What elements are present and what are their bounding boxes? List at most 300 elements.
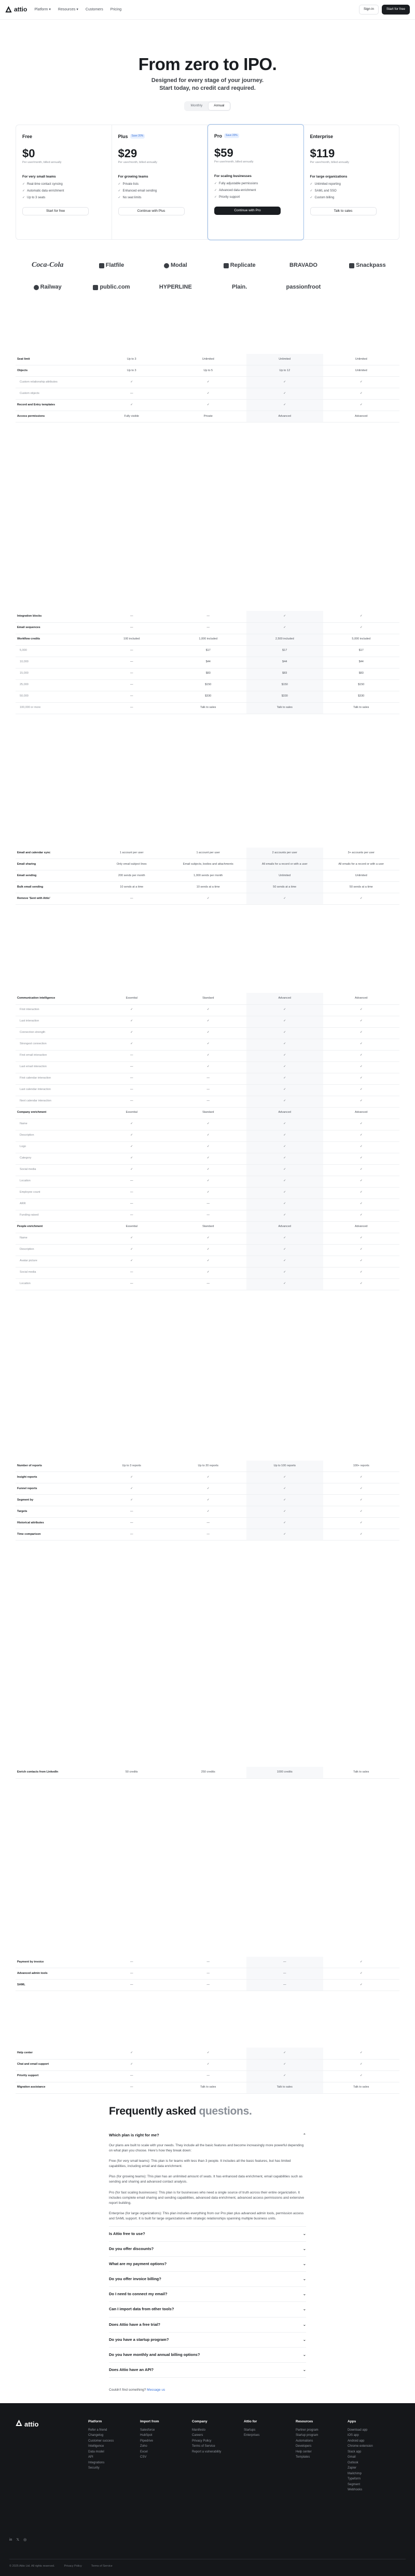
plan-card-enterprise bbox=[304, 125, 399, 239]
table-row bbox=[16, 400, 399, 411]
plan-name: Plus Save 20% bbox=[118, 133, 202, 140]
social-links bbox=[9, 2538, 26, 2542]
customer-logo: public.com bbox=[79, 283, 143, 292]
footer-legal-link[interactable]: Privacy Policy bbox=[64, 2565, 82, 2568]
table-cell: Essential bbox=[93, 1221, 170, 1233]
table-cell: 3+ accounts per user bbox=[323, 848, 400, 859]
table-cell: — bbox=[93, 2082, 170, 2093]
table-cell: — bbox=[93, 1050, 170, 1061]
check-icon: ✓ bbox=[118, 182, 121, 186]
table-cell: Migration assistance bbox=[16, 2082, 93, 2093]
faq-answer-paragraph: Pro (for fast scaling businesses): This plan is for businesses who need a single source of truth across their entire organization. It includes complete email sharing and sending capabilities, advanced data enrichment, advanced access permissions and extensive report building. bbox=[109, 2190, 305, 2205]
brand-logo[interactable] bbox=[5, 5, 27, 13]
faq-item[interactable] bbox=[109, 2242, 306, 2257]
footer-link[interactable]: Integrations bbox=[88, 2461, 105, 2464]
table-cell: Advanced bbox=[246, 993, 323, 1004]
table-row bbox=[16, 882, 399, 893]
faq-item[interactable] bbox=[109, 2302, 306, 2317]
check-icon: ✓ bbox=[22, 182, 25, 186]
table-cell: ✓ bbox=[323, 1198, 400, 1210]
table-cell: ✓ bbox=[170, 1244, 247, 1256]
table-cell: Strongest connection bbox=[16, 1039, 93, 1050]
chevron-down-icon: ▾ bbox=[76, 7, 78, 11]
table-cell: Talk to sales bbox=[323, 1767, 400, 1778]
table-cell: — bbox=[170, 611, 247, 622]
table-cell: ✓ bbox=[246, 2048, 323, 2059]
table-row bbox=[16, 611, 399, 622]
customer-logos bbox=[16, 262, 399, 292]
faq-question: Is Attio free to use? bbox=[109, 2231, 145, 2236]
table-cell: ✓ bbox=[170, 1256, 247, 1267]
table-row bbox=[16, 1957, 399, 1968]
footer-link[interactable]: Segment bbox=[348, 2483, 361, 2486]
footer-link[interactable]: Automations bbox=[296, 2439, 313, 2443]
plan-feature: ✓ Up to 3 seats bbox=[22, 196, 46, 200]
table-cell: Workflow credits bbox=[16, 634, 93, 645]
table-cell: Advanced bbox=[246, 411, 323, 422]
table-cell: ✓ bbox=[246, 1050, 323, 1061]
check-icon: ✓ bbox=[214, 182, 217, 185]
footer-link[interactable]: Intelligence bbox=[88, 2445, 104, 2448]
table-cell: First email interaction bbox=[16, 1050, 93, 1061]
table-cell: Standard bbox=[170, 1107, 247, 1119]
footer-bottom bbox=[9, 2559, 406, 2568]
table-cell: ✓ bbox=[246, 1016, 323, 1027]
table-cell: ✓ bbox=[93, 1027, 170, 1039]
table-cell: Advanced bbox=[323, 1107, 400, 1119]
footer-link[interactable]: Excel bbox=[140, 2450, 148, 2454]
table-cell: ✓ bbox=[323, 1968, 400, 1980]
table-cell: Advanced admin tools bbox=[16, 1968, 93, 1980]
footer-link[interactable]: HubSpot bbox=[140, 2434, 153, 2437]
comparison-subtable bbox=[16, 2048, 399, 2094]
table-cell: ✓ bbox=[170, 1267, 247, 1278]
footer-link[interactable]: Chrome extension bbox=[348, 2445, 373, 2448]
table-cell: ✓ bbox=[246, 1233, 323, 1244]
table-cell: ✓ bbox=[170, 1016, 247, 1027]
faq-item[interactable] bbox=[109, 2348, 306, 2363]
table-cell: ✓ bbox=[93, 1164, 170, 1176]
table-cell: ✓ bbox=[246, 611, 323, 622]
table-cell: ✓ bbox=[246, 1529, 323, 1541]
comparison-subtable bbox=[16, 1767, 399, 1779]
table-row bbox=[16, 1461, 399, 1472]
table-cell: 25,000 bbox=[16, 679, 93, 691]
table-cell: ✓ bbox=[246, 2059, 323, 2070]
faq-question: Do you have a startup program? bbox=[109, 2337, 169, 2342]
plan-feature: ✓ Fully adjustable permissions bbox=[214, 182, 258, 185]
table-cell: ✓ bbox=[323, 1096, 400, 1107]
footer-column bbox=[348, 2420, 399, 2493]
table-row bbox=[16, 1027, 399, 1039]
table-cell: — bbox=[170, 1968, 247, 1980]
table-cell: Integration blocks bbox=[16, 611, 93, 622]
linkedin-icon[interactable]: in bbox=[9, 2538, 12, 2542]
start-free-button[interactable]: Start for free bbox=[382, 5, 410, 15]
footer-link[interactable]: Partner program bbox=[296, 2428, 319, 2432]
table-cell: ✓ bbox=[323, 1518, 400, 1529]
check-icon: ✓ bbox=[118, 196, 121, 200]
table-cell: Employee count bbox=[16, 1187, 93, 1198]
plan-audience: For very small teams bbox=[22, 175, 56, 179]
table-cell: Standard bbox=[170, 1221, 247, 1233]
table-cell: — bbox=[93, 1518, 170, 1529]
check-icon: ✓ bbox=[310, 196, 313, 200]
table-cell: — bbox=[93, 1198, 170, 1210]
table-row bbox=[16, 1518, 399, 1529]
table-cell: — bbox=[93, 691, 170, 702]
table-cell: Advanced bbox=[246, 1107, 323, 1119]
table-cell: — bbox=[93, 2070, 170, 2082]
table-cell: 50 credits bbox=[93, 1767, 170, 1778]
table-cell: ✓ bbox=[246, 1483, 323, 1495]
top-nav bbox=[0, 0, 415, 20]
table-cell: $83 bbox=[246, 668, 323, 679]
table-row bbox=[16, 388, 399, 400]
table-cell: Number of reports bbox=[16, 1461, 93, 1472]
faq-item[interactable] bbox=[109, 2287, 306, 2302]
table-cell: — bbox=[93, 1061, 170, 1073]
table-cell: Name bbox=[16, 1233, 93, 1244]
footer-link[interactable]: Zapier bbox=[348, 2466, 357, 2470]
table-section bbox=[16, 1767, 399, 1779]
table-cell: $44 bbox=[246, 657, 323, 668]
table-cell: First calendar interaction bbox=[16, 1073, 93, 1084]
table-cell: Connection strength bbox=[16, 1027, 93, 1039]
footer-link[interactable]: Gmail bbox=[348, 2456, 356, 2459]
footer-link[interactable]: Pipedrive bbox=[140, 2439, 154, 2443]
footer-link[interactable]: Help center bbox=[296, 2450, 312, 2454]
table-cell: ✓ bbox=[170, 1495, 247, 1506]
table-cell: ✓ bbox=[170, 2059, 247, 2070]
table-cell: — bbox=[93, 622, 170, 634]
faq-item[interactable] bbox=[109, 2272, 306, 2287]
chevron-down-icon: ⌄ bbox=[302, 2367, 306, 2372]
table-cell: Next calendar interaction bbox=[16, 1096, 93, 1107]
table-cell: $330 bbox=[323, 691, 400, 702]
footer-link[interactable]: Zoho bbox=[140, 2445, 147, 2448]
table-row bbox=[16, 679, 399, 691]
table-row bbox=[16, 1050, 399, 1061]
faq-title: Frequently asked questions. bbox=[109, 2105, 252, 2117]
table-cell: ✓ bbox=[246, 1506, 323, 1518]
faq-item[interactable] bbox=[109, 2363, 306, 2378]
footer-link[interactable]: iOS app bbox=[348, 2434, 359, 2437]
hero-subtitle: Designed for every stage of your journey. Start today, no credit card required. bbox=[151, 77, 264, 91]
table-cell: Email sequences bbox=[16, 622, 93, 634]
table-cell: Chat and email support bbox=[16, 2059, 93, 2070]
table-cell: ✓ bbox=[93, 2048, 170, 2059]
toggle-annual[interactable]: Annual bbox=[209, 102, 229, 110]
faq-question: Do you have monthly and annual billing options? bbox=[109, 2352, 200, 2357]
footer-link[interactable]: Customer success bbox=[88, 2439, 114, 2443]
footer-link[interactable]: Android app bbox=[348, 2439, 365, 2443]
footer-link[interactable]: Slack app bbox=[348, 2450, 362, 2454]
comparison-subtable bbox=[16, 354, 399, 423]
customer-logo: Replicate bbox=[208, 262, 271, 270]
footer-link[interactable]: Refer a friend bbox=[88, 2428, 107, 2432]
plan-name: Free bbox=[22, 133, 33, 139]
table-cell: ✓ bbox=[93, 1119, 170, 1130]
table-row bbox=[16, 691, 399, 702]
table-row bbox=[16, 1483, 399, 1495]
table-cell: ✓ bbox=[323, 1244, 400, 1256]
table-cell: ✓ bbox=[170, 1119, 247, 1130]
footer-legal-link[interactable]: Terms of Service bbox=[91, 2565, 113, 2568]
plan-feature: ✓ Automatic data enrichment bbox=[22, 189, 64, 193]
table-cell: Email and calendar sync bbox=[16, 848, 93, 859]
plan-cta-button[interactable]: Talk to sales bbox=[310, 207, 377, 215]
table-cell: ✓ bbox=[170, 1176, 247, 1187]
table-cell: Talk to sales bbox=[246, 702, 323, 714]
table-cell: — bbox=[170, 2070, 247, 2082]
table-cell: Segment by bbox=[16, 1495, 93, 1506]
table-cell: Advanced bbox=[323, 993, 400, 1004]
table-cell: ✓ bbox=[246, 388, 323, 400]
footer-link[interactable]: Outlook bbox=[348, 2461, 358, 2464]
table-cell: ✓ bbox=[323, 611, 400, 622]
faq-item[interactable] bbox=[109, 2333, 306, 2348]
footer-link[interactable]: Templates bbox=[296, 2456, 310, 2459]
table-section bbox=[16, 611, 399, 714]
comparison-table bbox=[16, 354, 399, 2094]
instagram-icon[interactable]: ◎ bbox=[23, 2538, 27, 2542]
footer-link[interactable]: Salesforce bbox=[140, 2428, 155, 2432]
pricing-plans bbox=[16, 125, 399, 240]
plan-price: $0 bbox=[22, 146, 35, 160]
footer-link[interactable]: Terms of Service bbox=[192, 2445, 215, 2448]
nav-platform[interactable]: Platform ▾ bbox=[34, 7, 51, 11]
table-cell: Up to 3 bbox=[93, 365, 170, 377]
nav-customers[interactable]: Customers bbox=[85, 7, 103, 11]
table-cell: ✓ bbox=[323, 400, 400, 411]
table-section bbox=[16, 1461, 399, 1541]
table-row bbox=[16, 870, 399, 882]
table-cell: — bbox=[170, 1980, 247, 1991]
faq-question: What are my payment options? bbox=[109, 2261, 167, 2267]
comparison-subtable bbox=[16, 1957, 399, 1992]
table-cell: ✓ bbox=[246, 1004, 323, 1016]
chevron-down-icon: ⌄ bbox=[302, 2322, 306, 2327]
table-cell: ✓ bbox=[93, 2059, 170, 2070]
table-cell: ✓ bbox=[170, 1233, 247, 1244]
table-cell: Talk to sales bbox=[170, 2082, 247, 2093]
sign-in-button[interactable]: Sign in bbox=[359, 5, 379, 15]
table-cell: Targets bbox=[16, 1506, 93, 1518]
table-cell: — bbox=[170, 1957, 247, 1968]
table-cell: 1 account per user bbox=[170, 848, 247, 859]
table-cell: — bbox=[93, 1096, 170, 1107]
faq-item[interactable] bbox=[109, 2318, 306, 2333]
table-cell: ✓ bbox=[170, 893, 247, 905]
table-cell: Last email interaction bbox=[16, 1061, 93, 1073]
table-cell: — bbox=[170, 622, 247, 634]
chevron-down-icon: ⌄ bbox=[302, 2292, 306, 2297]
logo-mark-icon bbox=[99, 263, 104, 268]
customer-logo: Coca-Cola bbox=[31, 261, 64, 269]
table-cell: 1 account per user bbox=[93, 848, 170, 859]
footer-link[interactable]: Careers bbox=[192, 2434, 203, 2437]
plan-audience: For growing teams bbox=[118, 175, 148, 179]
table-cell: ✓ bbox=[323, 377, 400, 388]
table-cell: ✓ bbox=[246, 377, 323, 388]
table-cell: ✓ bbox=[323, 1267, 400, 1278]
table-row bbox=[16, 1210, 399, 1221]
x-icon[interactable]: 𝕏 bbox=[16, 2538, 20, 2542]
plan-cta-button[interactable]: Continue with Plus bbox=[118, 207, 185, 215]
table-cell: Communication intelligence bbox=[16, 993, 93, 1004]
table-cell: Time comparison bbox=[16, 1529, 93, 1541]
table-cell: $44 bbox=[170, 657, 247, 668]
table-cell: Unlimited bbox=[246, 870, 323, 882]
table-row bbox=[16, 1506, 399, 1518]
plan-price: $119 bbox=[310, 146, 335, 160]
discount-badge: Save 20% bbox=[224, 133, 239, 138]
table-cell: ✓ bbox=[170, 1027, 247, 1039]
table-cell: Description bbox=[16, 1130, 93, 1141]
table-cell: ✓ bbox=[323, 1141, 400, 1153]
table-cell: Insight reports bbox=[16, 1472, 93, 1483]
table-cell: $330 bbox=[170, 691, 247, 702]
table-row bbox=[16, 2082, 399, 2093]
table-row bbox=[16, 1061, 399, 1073]
table-cell: ✓ bbox=[246, 1096, 323, 1107]
table-cell: Remove 'Sent with Attio' bbox=[16, 893, 93, 905]
table-cell: ✓ bbox=[170, 1130, 247, 1141]
table-cell: ✓ bbox=[246, 1244, 323, 1256]
hero bbox=[16, 20, 399, 111]
footer-link[interactable]: Data model bbox=[88, 2450, 104, 2454]
footer-link[interactable]: Startups bbox=[244, 2428, 256, 2432]
table-cell: Last interaction bbox=[16, 1016, 93, 1027]
table-cell: — bbox=[93, 611, 170, 622]
table-cell: ✓ bbox=[170, 1506, 247, 1518]
chevron-up-icon: ⌃ bbox=[302, 2133, 306, 2137]
message-us-link[interactable]: Message us bbox=[147, 2388, 165, 2392]
table-cell: ✓ bbox=[246, 1141, 323, 1153]
table-cell: ✓ bbox=[170, 1039, 247, 1050]
footer-link[interactable]: Report a vulnerability bbox=[192, 2450, 222, 2454]
table-cell: $17 bbox=[246, 645, 323, 657]
faq-question: Do you offer discounts? bbox=[109, 2246, 154, 2251]
footer-column bbox=[192, 2420, 244, 2493]
footer-link[interactable]: Startup program bbox=[296, 2434, 319, 2437]
table-cell: ✓ bbox=[170, 1061, 247, 1073]
price-note: Per user/month, billed annually bbox=[214, 160, 254, 163]
table-cell: — bbox=[93, 1187, 170, 1198]
footer-link[interactable]: API bbox=[88, 2456, 93, 2459]
table-row bbox=[16, 1244, 399, 1256]
table-row bbox=[16, 2070, 399, 2082]
footer-link[interactable]: Webhooks bbox=[348, 2488, 363, 2492]
table-row bbox=[16, 2048, 399, 2059]
footer-link[interactable]: Changelog bbox=[88, 2434, 104, 2437]
table-cell: ✓ bbox=[246, 2070, 323, 2082]
table-cell: — bbox=[93, 1957, 170, 1968]
footer-link[interactable]: CSV bbox=[140, 2456, 147, 2459]
table-cell: ✓ bbox=[246, 1256, 323, 1267]
table-cell: ✓ bbox=[93, 1141, 170, 1153]
plan-cta-button[interactable]: Start for free bbox=[22, 207, 89, 215]
table-cell: Email subjects, bodies and attachments bbox=[170, 859, 247, 870]
table-row bbox=[16, 2059, 399, 2070]
table-cell: ✓ bbox=[323, 1506, 400, 1518]
table-cell: ✓ bbox=[170, 1050, 247, 1061]
table-cell: — bbox=[93, 657, 170, 668]
customer-logo: Modal bbox=[144, 262, 208, 270]
nav-pricing[interactable]: Pricing bbox=[110, 7, 122, 11]
footer bbox=[0, 2403, 415, 2576]
footer-column bbox=[88, 2420, 140, 2493]
nav-resources[interactable]: Resources ▾ bbox=[58, 7, 78, 11]
table-cell: ✓ bbox=[93, 1233, 170, 1244]
table-cell: Unlimited bbox=[323, 365, 400, 377]
table-cell: ✓ bbox=[323, 1483, 400, 1495]
table-cell: — bbox=[93, 1529, 170, 1541]
table-cell: ✓ bbox=[246, 1130, 323, 1141]
footer-link[interactable]: Typeform bbox=[348, 2477, 361, 2481]
table-cell: $83 bbox=[170, 668, 247, 679]
toggle-monthly[interactable]: Monthly bbox=[190, 103, 203, 107]
table-cell: ✓ bbox=[246, 1267, 323, 1278]
customer-logo: HYPERLINE bbox=[159, 284, 192, 291]
table-row bbox=[16, 1130, 399, 1141]
table-cell: ✓ bbox=[323, 1256, 400, 1267]
footer-column-title: Company bbox=[192, 2419, 208, 2423]
footer-link[interactable]: Mailchimp bbox=[348, 2472, 362, 2475]
footer-link[interactable]: Enterprises bbox=[244, 2434, 260, 2437]
chevron-down-icon: ⌄ bbox=[302, 2277, 306, 2282]
table-cell: Talk to sales bbox=[170, 702, 247, 714]
table-cell: ✓ bbox=[93, 377, 170, 388]
table-row bbox=[16, 859, 399, 870]
faq-answer-paragraph: Our plans are built to scale with your needs. They include all the basic features and become increasingly more powerful depending on what plan you choose. Here's how they break down: bbox=[109, 2144, 304, 2153]
footer-logo[interactable]: attio bbox=[16, 2420, 88, 2429]
comparison-subtable bbox=[16, 993, 399, 1290]
check-icon: ✓ bbox=[310, 189, 313, 193]
table-row bbox=[16, 634, 399, 645]
faq-item[interactable] bbox=[109, 2227, 306, 2242]
table-cell: ✓ bbox=[246, 400, 323, 411]
table-cell: — bbox=[170, 1096, 247, 1107]
table-row bbox=[16, 1004, 399, 1016]
table-cell: — bbox=[170, 1198, 247, 1210]
footer-link[interactable]: Manifesto bbox=[192, 2428, 206, 2432]
logo-mark-icon bbox=[224, 263, 229, 268]
footer-link[interactable]: Download app bbox=[348, 2428, 368, 2432]
table-cell: Fully visible bbox=[93, 411, 170, 422]
table-row bbox=[16, 1141, 399, 1153]
plan-cta-button[interactable]: Continue with Pro bbox=[214, 207, 281, 215]
check-icon: ✓ bbox=[22, 189, 25, 193]
footer-link[interactable]: Developers bbox=[296, 2445, 312, 2448]
customer-logo: Flatfile bbox=[79, 262, 143, 270]
faq-item-open[interactable] bbox=[109, 2128, 306, 2227]
table-cell: 2 accounts per user bbox=[246, 848, 323, 859]
table-row bbox=[16, 354, 399, 365]
faq-item[interactable] bbox=[109, 2257, 306, 2272]
faq-question: Which plan is right for me? bbox=[109, 2133, 159, 2137]
faq-question: Does Attio have a free trial? bbox=[109, 2322, 160, 2327]
footer-column-title: Attio for bbox=[244, 2419, 257, 2423]
footer-link[interactable]: Security bbox=[88, 2466, 100, 2470]
check-icon: ✓ bbox=[118, 189, 121, 193]
footer-column-title: Apps bbox=[348, 2419, 356, 2423]
table-cell: ✓ bbox=[246, 1073, 323, 1084]
table-cell: 50,000 bbox=[16, 691, 93, 702]
brand-name: attio bbox=[14, 6, 27, 13]
footer-link[interactable]: Privacy Policy bbox=[192, 2439, 212, 2443]
